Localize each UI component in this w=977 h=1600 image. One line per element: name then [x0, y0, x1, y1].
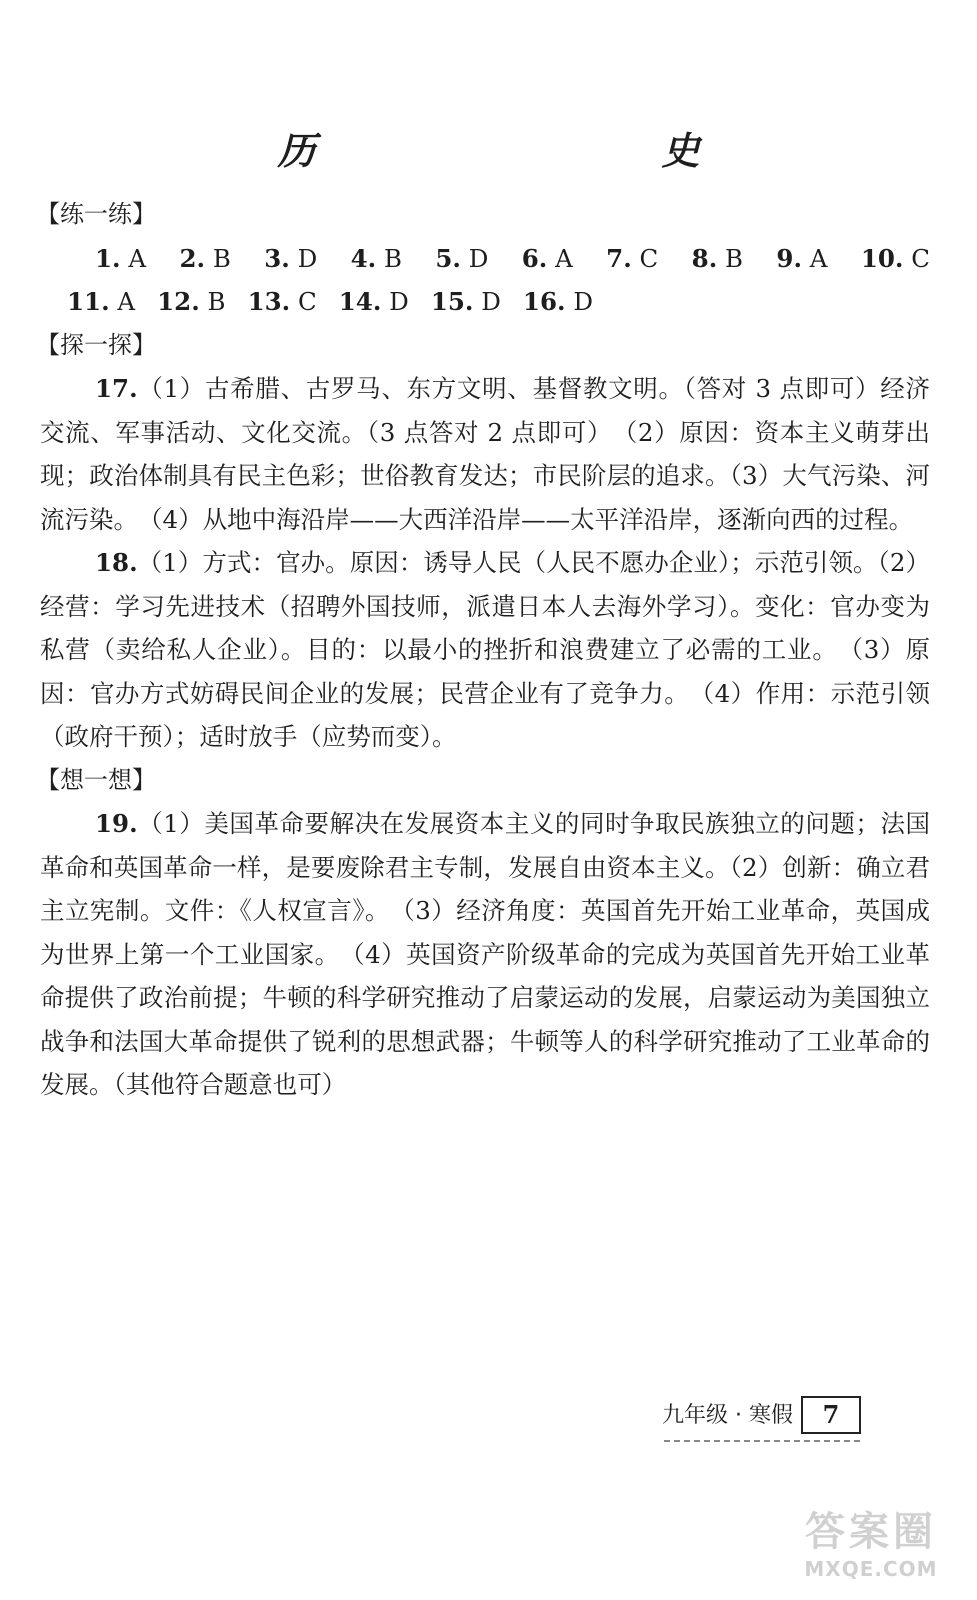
answer-choice: A	[555, 243, 573, 273]
answer-item	[431, 280, 501, 324]
answer-item	[157, 280, 225, 324]
answer-item	[339, 280, 409, 324]
answer-choice: B	[383, 243, 402, 273]
answer-choice: D	[297, 243, 318, 273]
answer-item	[95, 237, 146, 281]
answer-number: 3.	[264, 243, 290, 273]
footer-divider	[664, 1440, 860, 1442]
grade-label: 九年级 · 寒假	[662, 1402, 793, 1428]
answer-choice: D	[481, 287, 501, 316]
question-18-answer	[40, 541, 930, 759]
answer-item	[776, 237, 827, 281]
section-heading-think: 【想一想】	[36, 765, 156, 794]
answer-choice: D	[468, 243, 489, 273]
answer-number: 7.	[606, 243, 632, 273]
section-heading-explore: 【探一探】	[36, 330, 156, 359]
answer-item	[523, 280, 593, 324]
answer-item	[264, 237, 317, 281]
answer-number: 11.	[67, 287, 110, 316]
answer-choice: C	[911, 243, 930, 273]
answer-choice: B	[212, 243, 231, 273]
answer-number: 6.	[521, 243, 548, 273]
question-17-answer	[40, 367, 930, 541]
answer-item	[606, 237, 658, 281]
answer-number: 14.	[338, 287, 382, 316]
answer-number: 5.	[435, 243, 461, 273]
answer-item	[861, 237, 930, 281]
answer-choice: B	[207, 287, 226, 316]
answer-number: 2.	[179, 243, 206, 273]
answer-text: （1）古希腊、古罗马、东方文明、基督教文明。（答对 3 点即可）经济交流、军事活动、文化交流。（3 点答对 2 点即可） （2）原因：资本主义萌芽出现；政治体制具有民主色彩；世俗教育发达；市民阶层的追求。（3）大气污染、河流污染。 （4）从地中海沿岸——大西洋沿岸——太平洋沿岸，逐渐向西的过程。	[40, 374, 930, 534]
answer-item	[67, 280, 135, 324]
answer-choice: B	[725, 243, 744, 273]
watermark-url: MXQE.COM	[804, 1557, 938, 1581]
answer-item	[435, 237, 488, 281]
answer-choice: A	[809, 243, 828, 273]
answer-item	[692, 237, 743, 281]
answer-number: 15.	[430, 287, 474, 316]
answer-text: （1）方式：官办。原因：诱导人民（人民不愿办企业）；示范引领。（2）经营：学习先进技术（招聘外国技师，派遣日本人去海外学习）。变化：官办变为私营（卖给私人企业）。目的：以最小的挫折和浪费建立了必需的工业。 （3）原因：官办方式妨碍民间企业的发展；民营企业有了竞争力。 （4）作用：示范引领（政府干预）；适时放手（应势而变）。	[40, 548, 930, 751]
answer-choice: A	[117, 287, 136, 316]
answer-number: 4.	[350, 243, 377, 273]
answer-item	[351, 237, 402, 281]
answer-number: 13.	[247, 287, 291, 316]
page-title: 历 史	[277, 128, 790, 173]
answer-item	[179, 237, 230, 281]
question-number: 17.	[95, 374, 138, 403]
answer-number: 8.	[691, 243, 718, 273]
answer-content	[36, 193, 930, 1107]
section-heading-practice: 【练一练】	[36, 200, 156, 228]
question-number: 19.	[95, 809, 138, 838]
question-number: 18.	[95, 548, 138, 577]
watermark-logo: 答案圈	[805, 1509, 937, 1555]
page-number: 7	[801, 1396, 861, 1434]
answer-choice: D	[573, 287, 593, 316]
answer-choice: A	[128, 243, 147, 273]
answer-number: 10.	[860, 243, 904, 273]
answer-number: 1.	[95, 243, 121, 273]
answer-item	[522, 237, 573, 281]
answer-number: 9.	[776, 243, 802, 273]
watermark	[786, 1500, 956, 1581]
answer-text: （1）美国革命要解决在发展资本主义的同时争取民族独立的问题；法国革命和英国革命一样，是要废除君主专制，发展自由资本主义。（2）创新：确立君主立宪制。文件：《人权宣言》。 （3）经济角度：英国首先开始工业革命，英国成为世界上第一个工业国家。 （4）英国资产阶级革命的完成为英国首先开始工业革命提供了政治前提；牛顿的科学研究推动了启蒙运动的发展，启蒙运动为美国独立战争和法国大革命提供了锐利的思想武器；牛顿等人的科学研究推动了工业革命的发展。（其他符合题意也可）	[40, 809, 930, 1099]
answer-choice: D	[389, 287, 409, 316]
answer-choice: C	[297, 287, 317, 316]
answer-number: 12.	[157, 287, 200, 316]
answer-choice: C	[639, 243, 659, 273]
answer-item	[248, 280, 317, 324]
question-19-answer	[40, 802, 930, 1107]
page-footer	[662, 1395, 861, 1435]
answer-number: 16.	[522, 287, 566, 316]
answer-row-1	[40, 237, 930, 281]
answer-row-2	[40, 280, 930, 324]
